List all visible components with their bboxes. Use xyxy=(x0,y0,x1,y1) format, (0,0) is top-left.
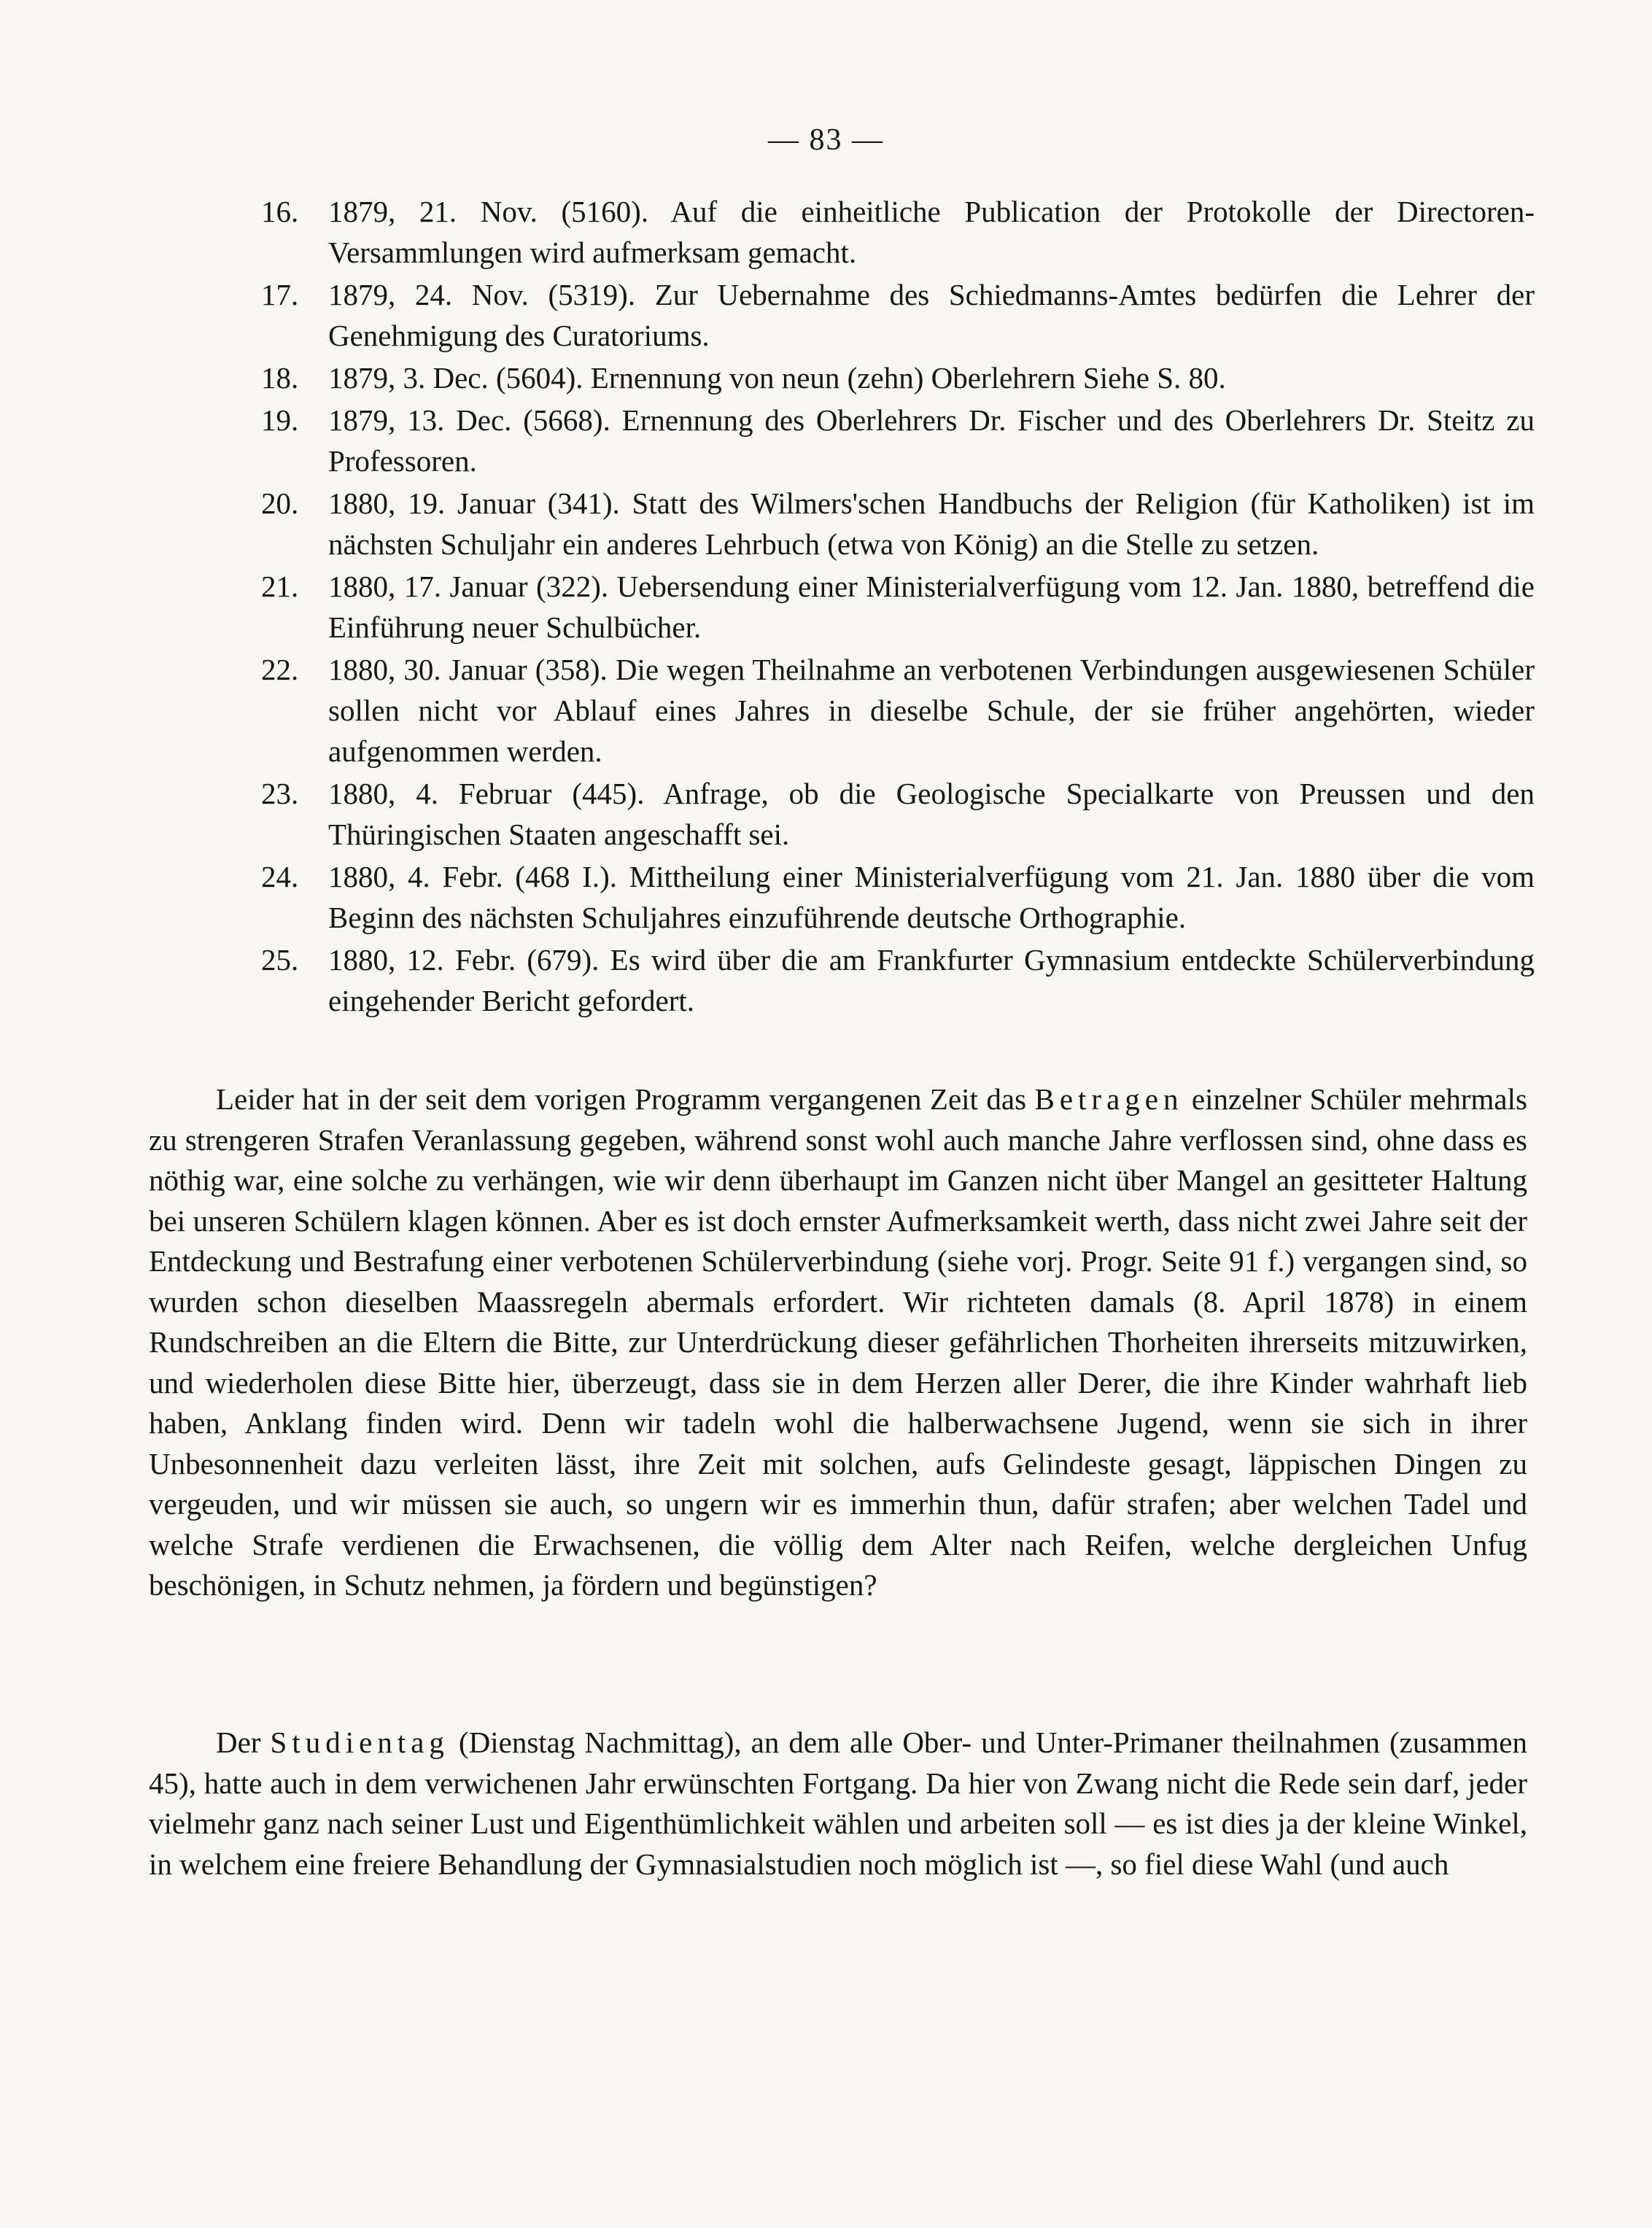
entry-number: 22. xyxy=(261,653,299,686)
entry-text: 1880, 30. Januar (358). Die wegen Theilnahme an verbotenen Verbindungen ausgewiesenen Schüler sollen nicht vor Ablauf eines Jahres in dieselbe Schule, der sie früher angehörten, wieder aufgenommen werden. xyxy=(328,653,1535,768)
decree-entry xyxy=(261,191,1535,273)
decree-entry xyxy=(261,483,1535,564)
spaced-keyword: Studientag xyxy=(270,1726,449,1759)
decree-entry xyxy=(261,856,1535,938)
entry-number: 16. xyxy=(261,195,299,228)
paragraph-study-day xyxy=(149,1723,1527,1885)
entry-number: 17. xyxy=(261,278,299,311)
spaced-keyword: Betragen xyxy=(1034,1082,1184,1116)
decree-entry xyxy=(261,566,1535,648)
entry-text: 1880, 17. Januar (322). Uebersendung einer Ministerialverfügung vom 12. Jan. 1880, betreffend die Einführung neuer Schulbücher. xyxy=(328,570,1535,644)
page-number: — 83 — xyxy=(768,123,884,157)
entry-text: 1879, 3. Dec. (5604). Ernennung von neun (zehn) Oberlehrern Siehe S. 80. xyxy=(328,361,1226,395)
decree-entry xyxy=(261,773,1535,855)
decree-entry xyxy=(261,357,1535,398)
entry-text: 1880, 12. Febr. (679). Es wird über die am Frankfurter Gymnasium entdeckte Schülerverbindung eingehender Bericht gefordert. xyxy=(328,943,1535,1017)
decree-list xyxy=(261,191,1535,1022)
entry-text: 1880, 4. Febr. (468 I.). Mittheilung einer Ministerialverfügung vom 21. Jan. 1880 über die vom Beginn des nächsten Schuljahres einzuführende deutsche Orthographie. xyxy=(328,860,1535,934)
entry-number: 19. xyxy=(261,403,299,437)
entry-number: 18. xyxy=(261,361,299,395)
entry-number: 24. xyxy=(261,860,299,893)
decree-entry xyxy=(261,274,1535,356)
entry-text: 1880, 4. Februar (445). Anfrage, ob die Geologische Specialkarte von Preussen und den Thüringischen Staaten angeschafft sei. xyxy=(328,777,1535,851)
entry-number: 21. xyxy=(261,570,299,603)
entry-number: 20. xyxy=(261,486,299,520)
paragraph-text: (Dienstag Nachmittag), an dem alle Ober- und Unter-Primaner theilnahmen (zusammen 45), hatte auch in dem verwichenen Jahr erwünschten Fortgang. Da hier von Zwang nicht die Rede sein darf, jeder vielmehr ganz nach seiner Lust und Eigenthümlichkeit wählen und arbeiten soll — es ist dies ja der kleine Winkel, in welchem eine freiere Behandlung der Gymnasialstudien noch möglich ist —, so fiel diese Wahl (und auch xyxy=(149,1726,1527,1881)
entry-text: 1879, 13. Dec. (5668). Ernennung des Oberlehrers Dr. Fischer und des Oberlehrers Dr. Steitz zu Professoren. xyxy=(328,403,1535,478)
paragraph-text: Der xyxy=(216,1726,271,1759)
decree-entry xyxy=(261,939,1535,1021)
entry-text: 1879, 24. Nov. (5319). Zur Uebernahme des Schiedmanns-Amtes bedürfen die Lehrer der Genehmigung des Curatoriums. xyxy=(328,278,1535,352)
entry-number: 23. xyxy=(261,777,299,810)
decree-entry xyxy=(261,649,1535,772)
paragraph-conduct xyxy=(149,1079,1527,1606)
decree-entry xyxy=(261,400,1535,481)
paragraph-text: einzelner Schüler mehrmals zu strengeren Strafen Veranlassung gegeben, während sonst wohl auch manche Jahre verflossen sind, ohne dass es nöthig war, eine solche zu verhängen, wie wir denn überhaupt im Ganzen nicht über Mangel an gesitteter Haltung bei unseren Schülern klagen können. Aber es ist doch ernster Aufmerksamkeit werth, dass nicht zwei Jahre seit der Entdeckung und Bestrafung einer verbotenen Schülerverbindung (siehe vorj. Progr. Seite 91 f.) vergangen sind, so wurden schon dieselben Maassregeln abermals erfordert. Wir richteten damals (8. April 1878) in einem Rundschreiben an die Eltern die Bitte, zur Unterdrückung dieser gefährlichen Thorheiten ihrerseits mitzuwirken, und wiederholen diese Bitte hier, überzeugt, dass sie in dem Herzen aller Derer, die ihre Kinder wahrhaft lieb haben, Anklang finden wird. Denn wir tadeln wohl die halberwachsene Jugend, wenn sie sich in ihrer Unbesonnenheit dazu verleiten lässt, ihre Zeit mit solchen, aufs Gelindeste gesagt, läppischen Dingen zu vergeuden, und wir müssen sie auch, so ungern wir es immerhin thun, dafür strafen; aber welchen Tadel und welche Strafe verdienen die Erwachsenen, die völlig dem Alter nach Reifen, welche dergleichen Unfug beschönigen, in Schutz nehmen, ja fördern und begünstigen? xyxy=(149,1082,1527,1602)
paragraph-text: Leider hat in der seit dem vorigen Programm vergangenen Zeit das xyxy=(216,1082,1035,1116)
entry-number: 25. xyxy=(261,943,299,977)
entry-text: 1879, 21. Nov. (5160). Auf die einheitliche Publication der Protokolle der Directoren-Versammlungen wird aufmerksam gemacht. xyxy=(328,195,1535,269)
entry-text: 1880, 19. Januar (341). Statt des Wilmers'schen Handbuchs der Religion (für Katholiken) ist im nächsten Schuljahr ein anderes Lehrbuch (etwa von König) an die Stelle zu setzen. xyxy=(328,486,1535,561)
